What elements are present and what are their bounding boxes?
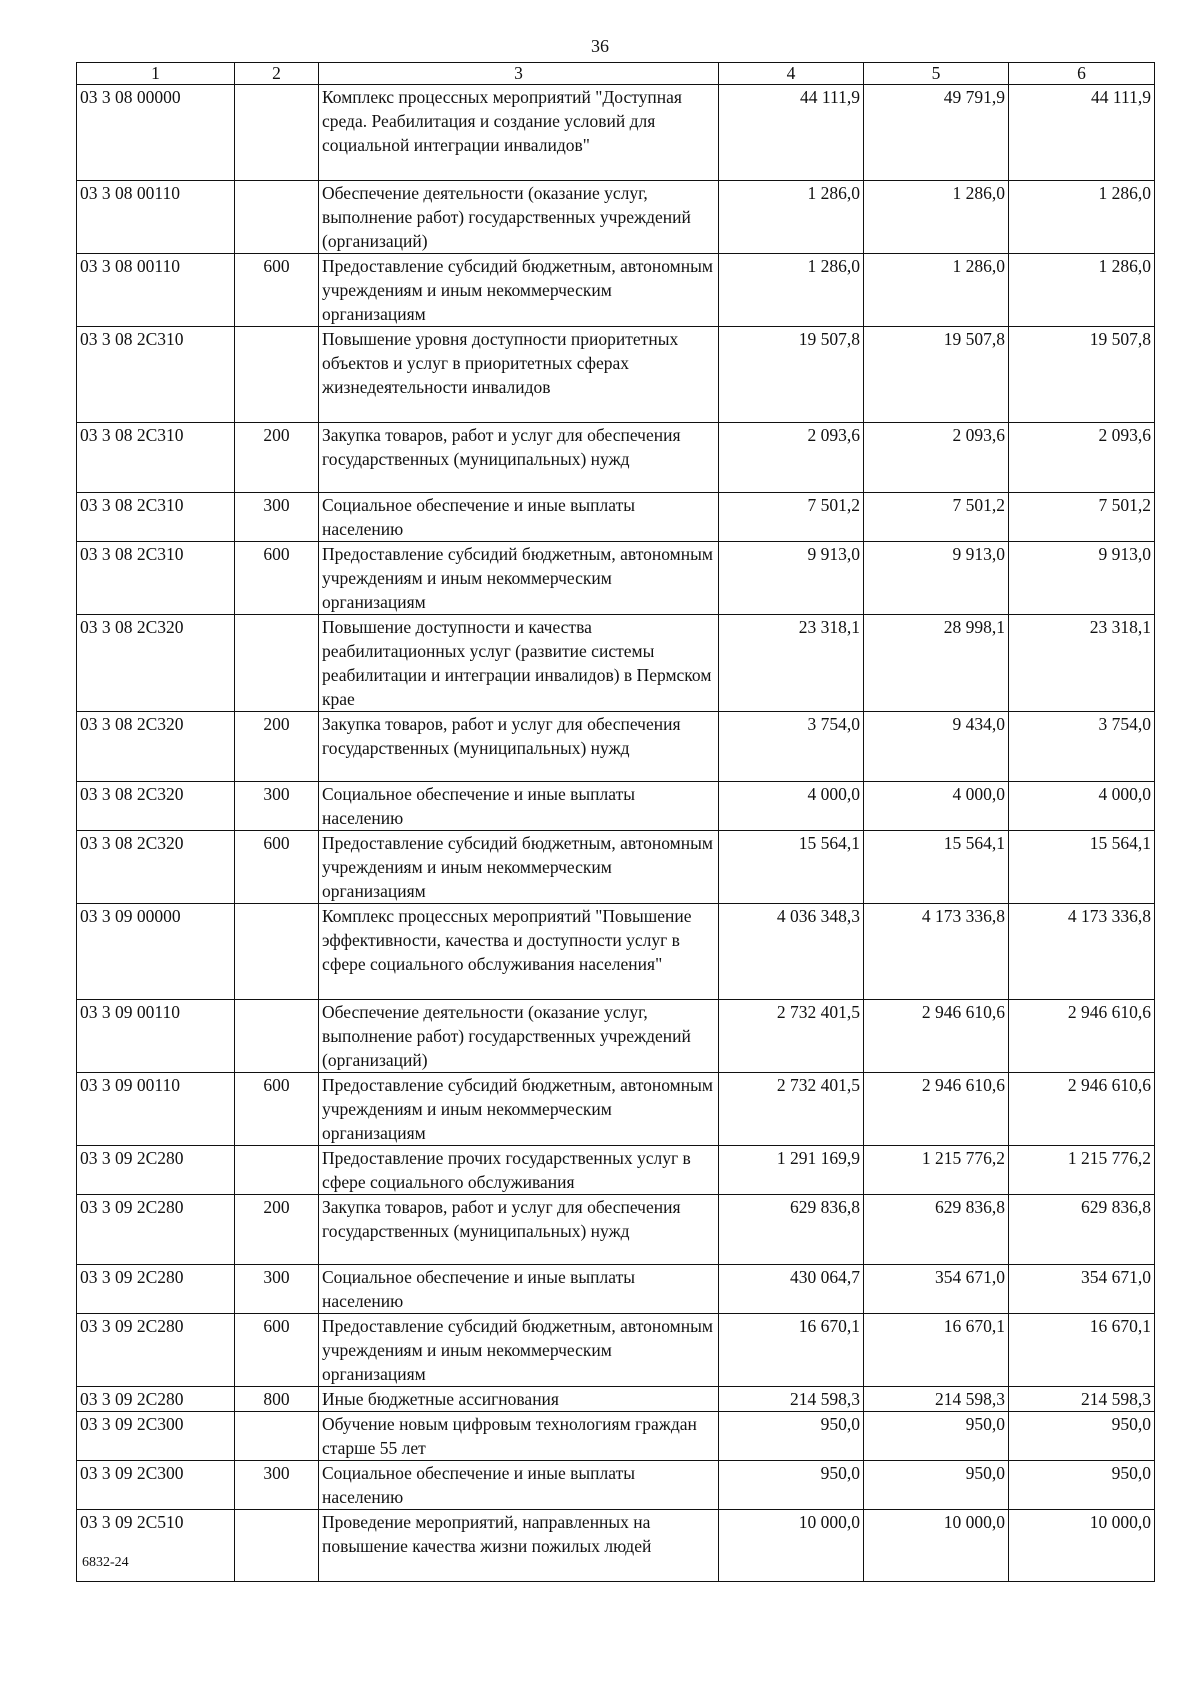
description-cell: Проведение мероприятий, направленных на повышение качества жизни пожилых людей [319,1510,719,1582]
amount-column-4-cell: 9 913,0 [719,542,864,615]
table-row [77,1146,1155,1195]
amount-column-6-cell: 3 754,0 [1009,712,1155,782]
amount-column-6-cell: 15 564,1 [1009,831,1155,904]
amount-column-5-cell: 16 670,1 [864,1314,1009,1387]
classification-code-cell: 03 3 09 2С280 [77,1387,235,1412]
expense-type-cell: 600 [235,1314,319,1387]
classification-code-cell: 03 3 08 2С320 [77,615,235,712]
classification-code-cell: 03 3 08 00110 [77,254,235,327]
expense-type-cell [235,1000,319,1073]
amount-column-4-cell: 23 318,1 [719,615,864,712]
amount-column-6-cell: 44 111,9 [1009,85,1155,181]
classification-code-cell: 03 3 08 2С310 [77,423,235,493]
budget-table [76,62,1155,1582]
amount-column-4-cell: 4 000,0 [719,782,864,831]
description-cell: Обеспечение деятельности (оказание услуг, выполнение работ) государственных учреждений (организаций) [319,1000,719,1073]
amount-column-4-cell: 2 732 401,5 [719,1000,864,1073]
table-row [77,542,1155,615]
table-row [77,615,1155,712]
classification-code-cell: 03 3 09 2С280 [77,1146,235,1195]
amount-column-6-cell: 950,0 [1009,1412,1155,1461]
amount-column-6-cell: 950,0 [1009,1461,1155,1510]
expense-type-cell: 600 [235,1073,319,1146]
description-cell: Предоставление субсидий бюджетным, автономным учреждениям и иным некоммерческим организациям [319,542,719,615]
amount-column-5-cell: 1 286,0 [864,181,1009,254]
description-cell: Социальное обеспечение и иные выплаты населению [319,1265,719,1314]
amount-column-4-cell: 19 507,8 [719,327,864,423]
amount-column-6-cell: 23 318,1 [1009,615,1155,712]
expense-type-cell [235,904,319,1000]
table-body [77,85,1155,1582]
amount-column-5-cell: 950,0 [864,1461,1009,1510]
expense-type-cell: 200 [235,423,319,493]
expense-type-cell: 200 [235,1195,319,1265]
amount-column-5-cell: 7 501,2 [864,493,1009,542]
amount-column-6-cell: 629 836,8 [1009,1195,1155,1265]
expense-type-cell: 300 [235,782,319,831]
amount-column-5-cell: 15 564,1 [864,831,1009,904]
description-cell: Предоставление субсидий бюджетным, автономным учреждениям и иным некоммерческим организациям [319,254,719,327]
expense-type-cell [235,1146,319,1195]
amount-column-4-cell: 430 064,7 [719,1265,864,1314]
classification-code-cell: 03 3 09 2С280 [77,1314,235,1387]
column-header-3: 3 [319,63,719,85]
classification-code-cell: 03 3 08 2С310 [77,327,235,423]
amount-column-5-cell: 1 215 776,2 [864,1146,1009,1195]
column-header-4: 4 [719,63,864,85]
amount-column-5-cell: 950,0 [864,1412,1009,1461]
amount-column-6-cell: 1 286,0 [1009,181,1155,254]
amount-column-6-cell: 1 215 776,2 [1009,1146,1155,1195]
column-header-1: 1 [77,63,235,85]
amount-column-4-cell: 10 000,0 [719,1510,864,1582]
description-cell: Социальное обеспечение и иные выплаты населению [319,493,719,542]
amount-column-5-cell: 2 093,6 [864,423,1009,493]
amount-column-6-cell: 2 093,6 [1009,423,1155,493]
amount-column-5-cell: 9 913,0 [864,542,1009,615]
classification-code-cell: 03 3 08 2С320 [77,712,235,782]
classification-code-cell: 03 3 08 00000 [77,85,235,181]
amount-column-4-cell: 44 111,9 [719,85,864,181]
description-cell: Повышение уровня доступности приоритетных объектов и услуг в приоритетных сферах жизнедеятельности инвалидов [319,327,719,423]
table-row [77,1265,1155,1314]
expense-type-cell [235,1510,319,1582]
table-row [77,904,1155,1000]
expense-type-cell [235,615,319,712]
table-row [77,1387,1155,1412]
description-cell: Повышение доступности и качества реабилитационных услуг (развитие системы реабилитации и интеграции инвалидов) в Пермском крае [319,615,719,712]
amount-column-5-cell: 2 946 610,6 [864,1073,1009,1146]
expense-type-cell: 800 [235,1387,319,1412]
table-row [77,1000,1155,1073]
description-cell: Иные бюджетные ассигнования [319,1387,719,1412]
amount-column-4-cell: 15 564,1 [719,831,864,904]
amount-column-5-cell: 1 286,0 [864,254,1009,327]
amount-column-4-cell: 2 093,6 [719,423,864,493]
table-row [77,181,1155,254]
amount-column-5-cell: 629 836,8 [864,1195,1009,1265]
description-cell: Социальное обеспечение и иные выплаты населению [319,782,719,831]
amount-column-4-cell: 1 286,0 [719,254,864,327]
amount-column-6-cell: 7 501,2 [1009,493,1155,542]
classification-code-cell: 03 3 09 2С300 [77,1461,235,1510]
table-row [77,423,1155,493]
description-cell: Предоставление субсидий бюджетным, автономным учреждениям и иным некоммерческим организациям [319,831,719,904]
amount-column-6-cell: 354 671,0 [1009,1265,1155,1314]
amount-column-5-cell: 28 998,1 [864,615,1009,712]
expense-type-cell: 600 [235,831,319,904]
table-row [77,1195,1155,1265]
description-cell: Социальное обеспечение и иные выплаты населению [319,1461,719,1510]
amount-column-6-cell: 4 000,0 [1009,782,1155,831]
description-cell: Закупка товаров, работ и услуг для обеспечения государственных (муниципальных) нужд [319,712,719,782]
classification-code-cell: 03 3 09 00000 [77,904,235,1000]
description-cell: Обеспечение деятельности (оказание услуг, выполнение работ) государственных учреждений (организаций) [319,181,719,254]
description-cell: Закупка товаров, работ и услуг для обеспечения государственных (муниципальных) нужд [319,423,719,493]
amount-column-4-cell: 1 291 169,9 [719,1146,864,1195]
expense-type-cell: 200 [235,712,319,782]
description-cell: Предоставление субсидий бюджетным, автономным учреждениям и иным некоммерческим организациям [319,1314,719,1387]
amount-column-6-cell: 214 598,3 [1009,1387,1155,1412]
amount-column-6-cell: 16 670,1 [1009,1314,1155,1387]
amount-column-4-cell: 2 732 401,5 [719,1073,864,1146]
amount-column-5-cell: 9 434,0 [864,712,1009,782]
amount-column-4-cell: 214 598,3 [719,1387,864,1412]
header-row [77,63,1155,85]
table-header [77,63,1155,85]
description-cell: Комплекс процессных мероприятий "Повышение эффективности, качества и доступности услуг в сфере социального обслуживания населения" [319,904,719,1000]
classification-code-cell: 03 3 08 2С310 [77,542,235,615]
classification-code-cell: 03 3 09 2С510 [77,1510,235,1582]
amount-column-4-cell: 950,0 [719,1461,864,1510]
expense-type-cell [235,327,319,423]
table-row [77,327,1155,423]
classification-code-cell: 03 3 09 2С280 [77,1195,235,1265]
amount-column-4-cell: 950,0 [719,1412,864,1461]
table-row [77,1412,1155,1461]
amount-column-6-cell: 2 946 610,6 [1009,1073,1155,1146]
table-row [77,85,1155,181]
amount-column-4-cell: 1 286,0 [719,181,864,254]
table-row [77,831,1155,904]
page-number: 36 [591,36,609,56]
classification-code-cell: 03 3 08 2С320 [77,782,235,831]
table-row [77,782,1155,831]
expense-type-cell [235,181,319,254]
amount-column-6-cell: 1 286,0 [1009,254,1155,327]
table-row [77,1314,1155,1387]
expense-type-cell: 600 [235,542,319,615]
amount-column-5-cell: 49 791,9 [864,85,1009,181]
amount-column-6-cell: 2 946 610,6 [1009,1000,1155,1073]
classification-code-cell: 03 3 09 2С280 [77,1265,235,1314]
amount-column-5-cell: 10 000,0 [864,1510,1009,1582]
amount-column-5-cell: 4 000,0 [864,782,1009,831]
expense-type-cell: 300 [235,1461,319,1510]
classification-code-cell: 03 3 09 00110 [77,1000,235,1073]
classification-code-cell: 03 3 08 00110 [77,181,235,254]
amount-column-4-cell: 4 036 348,3 [719,904,864,1000]
footer-document-code: 6832-24 [82,1555,129,1570]
amount-column-5-cell: 354 671,0 [864,1265,1009,1314]
table-row [77,493,1155,542]
column-header-2: 2 [235,63,319,85]
classification-code-cell: 03 3 09 00110 [77,1073,235,1146]
column-header-6: 6 [1009,63,1155,85]
amount-column-4-cell: 3 754,0 [719,712,864,782]
classification-code-cell: 03 3 08 2С320 [77,831,235,904]
column-header-5: 5 [864,63,1009,85]
expense-type-cell [235,85,319,181]
table-row [77,1073,1155,1146]
amount-column-6-cell: 4 173 336,8 [1009,904,1155,1000]
amount-column-5-cell: 19 507,8 [864,327,1009,423]
amount-column-5-cell: 4 173 336,8 [864,904,1009,1000]
expense-type-cell: 600 [235,254,319,327]
table-row [77,1461,1155,1510]
expense-type-cell [235,1412,319,1461]
amount-column-6-cell: 19 507,8 [1009,327,1155,423]
description-cell: Закупка товаров, работ и услуг для обеспечения государственных (муниципальных) нужд [319,1195,719,1265]
amount-column-6-cell: 10 000,0 [1009,1510,1155,1582]
amount-column-4-cell: 16 670,1 [719,1314,864,1387]
amount-column-5-cell: 2 946 610,6 [864,1000,1009,1073]
table-row [77,1510,1155,1582]
amount-column-4-cell: 629 836,8 [719,1195,864,1265]
classification-code-cell: 03 3 08 2С310 [77,493,235,542]
description-cell: Предоставление прочих государственных услуг в сфере социального обслуживания [319,1146,719,1195]
amount-column-6-cell: 9 913,0 [1009,542,1155,615]
classification-code-cell: 03 3 09 2С300 [77,1412,235,1461]
table-row [77,254,1155,327]
expense-type-cell: 300 [235,493,319,542]
description-cell: Комплекс процессных мероприятий "Доступная среда. Реабилитация и создание условий для социальной интеграции инвалидов" [319,85,719,181]
description-cell: Обучение новым цифровым технологиям граждан старше 55 лет [319,1412,719,1461]
description-cell: Предоставление субсидий бюджетным, автономным учреждениям и иным некоммерческим организациям [319,1073,719,1146]
amount-column-4-cell: 7 501,2 [719,493,864,542]
table-row [77,712,1155,782]
expense-type-cell: 300 [235,1265,319,1314]
amount-column-5-cell: 214 598,3 [864,1387,1009,1412]
